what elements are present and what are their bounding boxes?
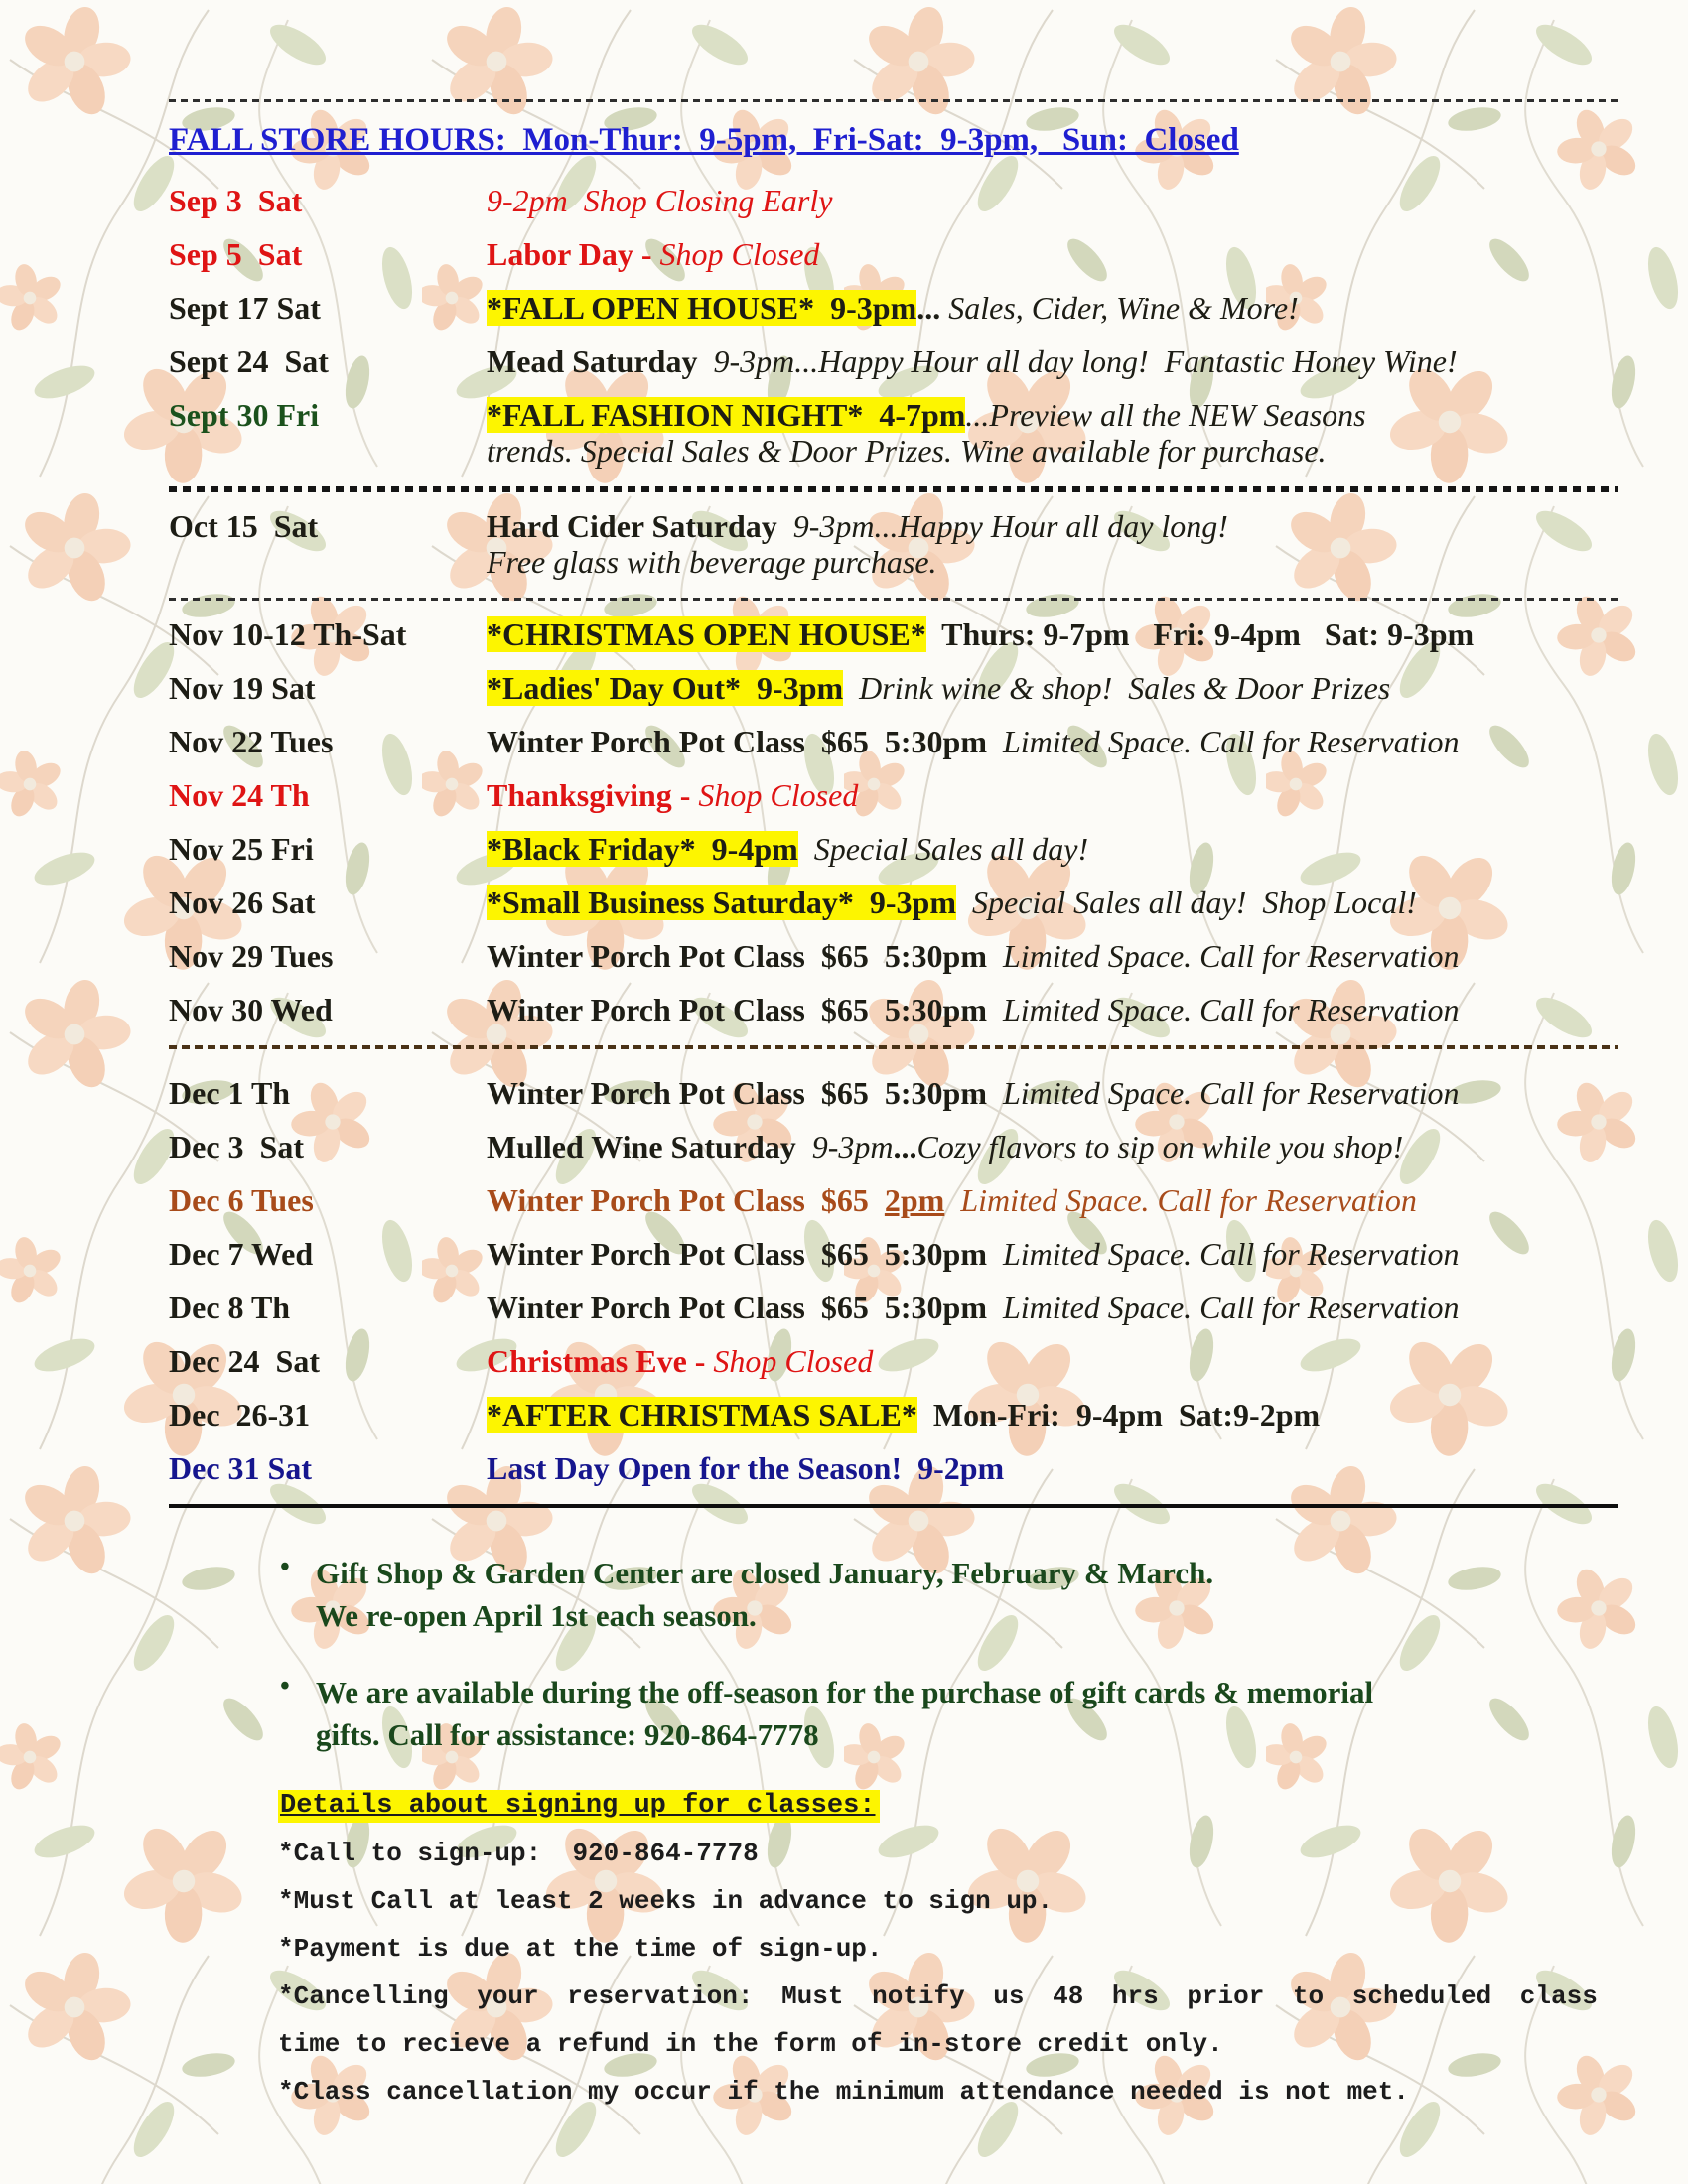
event-date: Dec 31 Sat <box>169 1450 312 1486</box>
event-description <box>487 616 1474 652</box>
event-text-segment: Winter Porch Pot Class $65 5:30pm <box>487 992 987 1027</box>
event-text-segment: ... <box>916 290 949 326</box>
event-text-segment: Limited Space. Call for Reservation <box>986 1236 1460 1272</box>
event-description <box>487 1236 1459 1272</box>
class-detail-line: *Payment is due at the time of sign-up. <box>278 1934 883 1964</box>
event-text-segment: *FALL FASHION NIGHT* 4-7pm <box>487 397 966 433</box>
schedule-row <box>169 1129 1618 1164</box>
event-description <box>487 992 1459 1027</box>
off-season-notes <box>280 1552 1618 1756</box>
store-hours-header: FALL STORE HOURS: Mon-Thur: 9-5pm, Fri-Sat: 9-3pm, Sun: Closed <box>169 122 1239 158</box>
bullet-marker: • <box>280 1552 290 1582</box>
event-description <box>487 938 1459 974</box>
bullet-item <box>280 1552 1618 1637</box>
dashed-divider <box>169 1045 1618 1049</box>
class-signup-details <box>278 1790 1618 2107</box>
schedule-row <box>169 670 1618 706</box>
schedule-row <box>169 290 1618 326</box>
event-text-segment: ... <box>893 1129 917 1164</box>
event-text-segment: Free glass with beverage purchase. <box>487 544 937 580</box>
event-text-segment: *Black Friday* 9-4pm <box>487 831 798 867</box>
event-date: Dec 8 Th <box>169 1290 291 1325</box>
event-text-segment: *Small Business Saturday* 9-3pm <box>487 885 956 920</box>
event-description <box>487 183 832 218</box>
event-text-segment: *FALL OPEN HOUSE* 9-3pm <box>487 290 917 326</box>
schedule-row <box>169 343 1618 379</box>
event-text-segment: Sales, Cider, Wine & More! <box>948 290 1299 326</box>
class-detail-line: *Cancelling your reservation: Must notify us 48 hrs prior to scheduled class <box>278 1981 1598 2011</box>
event-text-segment: Limited Space. Call for Reservation <box>986 992 1460 1027</box>
schedule-row <box>169 777 1618 813</box>
event-text-segment: Hard Cider Saturday <box>487 508 777 544</box>
event-date: Dec 3 Sat <box>169 1129 304 1164</box>
class-details-heading: Details about signing up for classes: <box>278 1790 880 1823</box>
event-date: Nov 24 Th <box>169 777 310 813</box>
event-text-segment: Limited Space. Call for Reservation <box>944 1182 1417 1218</box>
schedule-row <box>169 1182 1618 1218</box>
schedule-row <box>169 183 1618 218</box>
event-text-segment: Last Day Open for the Season! 9-2pm <box>487 1450 1005 1486</box>
bullet-text: We are available during the off-season for the purchase of gift cards & memorial gifts. Call for assistance: 920-864-7778 <box>316 1675 1374 1752</box>
event-date: Dec 24 Sat <box>169 1343 320 1379</box>
event-description <box>487 885 1417 920</box>
event-date: Dec 6 Tues <box>169 1182 314 1218</box>
schedule-row <box>169 1397 1618 1433</box>
event-text-segment: Labor Day - <box>487 236 660 272</box>
solid-divider <box>169 1504 1618 1508</box>
schedule-row <box>169 616 1618 652</box>
event-description <box>487 831 1088 867</box>
dashed-divider <box>169 99 1618 102</box>
event-description <box>487 1450 1004 1486</box>
event-text-segment: 9-3pm...Happy Hour all day long! Fantastic Honey Wine! <box>697 343 1458 379</box>
class-detail-line: *Call to sign-up: 920-864-7778 <box>278 1839 759 1868</box>
event-date: Nov 22 Tues <box>169 724 334 759</box>
event-description <box>487 1075 1459 1111</box>
event-text-segment: Shop Closed <box>698 777 859 813</box>
event-date: Nov 30 Wed <box>169 992 333 1027</box>
event-text-segment: 9-3pm <box>795 1129 894 1164</box>
event-date: Nov 26 Sat <box>169 885 316 920</box>
dashed-divider <box>169 598 1618 601</box>
event-text-segment: Winter Porch Pot Class $65 5:30pm <box>487 1290 987 1325</box>
event-description <box>487 397 1366 469</box>
event-description <box>487 724 1459 759</box>
event-text-segment: Mon-Fri: 9-4pm Sat:9-2pm <box>916 1397 1321 1433</box>
event-date: Sep 5 Sat <box>169 236 303 272</box>
event-text-segment: Winter Porch Pot Class $65 5:30pm <box>487 1075 987 1111</box>
event-date: Oct 15 Sat <box>169 508 319 544</box>
schedule-row <box>169 1290 1618 1325</box>
event-date: Sep 3 Sat <box>169 183 303 218</box>
schedule-row <box>169 1075 1618 1111</box>
event-text-segment: *Ladies' Day Out* 9-3pm <box>487 670 844 706</box>
event-text-segment: Drink wine & shop! Sales & Door Prizes <box>843 670 1391 706</box>
event-text-segment: *CHRISTMAS OPEN HOUSE* <box>487 616 926 652</box>
schedule-row <box>169 885 1618 920</box>
event-description <box>487 343 1458 379</box>
bullet-text: Gift Shop & Garden Center are closed January, February & March. We re-open April 1st each season. <box>316 1556 1214 1633</box>
event-text-segment: Winter Porch Pot Class $65 <box>487 1182 885 1218</box>
event-description <box>487 508 1228 580</box>
schedule-row <box>169 1343 1618 1379</box>
event-text-segment: Thanksgiving - <box>487 777 699 813</box>
schedule-row <box>169 1236 1618 1272</box>
event-text-segment: *AFTER CHRISTMAS SALE* <box>487 1397 917 1433</box>
schedule-row <box>169 397 1618 469</box>
event-text-segment: Special Sales all day! Shop Local! <box>955 885 1417 920</box>
event-text-segment: 2pm <box>884 1182 945 1218</box>
class-details-lines <box>278 1839 1618 2107</box>
event-description <box>487 1343 873 1379</box>
schedule-row <box>169 1450 1618 1486</box>
event-text-segment: Mead Saturday <box>487 343 698 379</box>
event-date: Nov 29 Tues <box>169 938 334 974</box>
event-text-segment: Limited Space. Call for Reservation <box>986 724 1460 759</box>
event-text-segment: ...Preview all the NEW Seasons <box>965 397 1366 433</box>
event-date: Dec 1 Th <box>169 1075 291 1111</box>
schedule-row <box>169 992 1618 1027</box>
schedule-row <box>169 508 1618 580</box>
event-description <box>487 1290 1459 1325</box>
dashed-divider <box>169 486 1618 492</box>
event-text-segment: Cozy flavors to sip on while you shop! <box>916 1129 1404 1164</box>
event-text-segment: Limited Space. Call for Reservation <box>986 1075 1460 1111</box>
event-text-segment: Winter Porch Pot Class $65 5:30pm <box>487 724 987 759</box>
event-text-segment: Winter Porch Pot Class $65 5:30pm <box>487 938 987 974</box>
event-text-segment: Winter Porch Pot Class $65 5:30pm <box>487 1236 987 1272</box>
event-date: Nov 10-12 Th-Sat <box>169 616 407 652</box>
event-date: Sept 30 Fri <box>169 397 320 433</box>
event-description <box>487 1182 1417 1218</box>
event-date: Nov 25 Fri <box>169 831 314 867</box>
event-text-segment: Special Sales all day! <box>797 831 1089 867</box>
event-description <box>487 1397 1320 1433</box>
event-date: Dec 26-31 <box>169 1397 311 1433</box>
schedule-row <box>169 724 1618 759</box>
class-detail-line: *Must Call at least 2 weeks in advance to sign up. <box>278 1886 1054 1916</box>
schedule <box>169 183 1618 1508</box>
event-description <box>487 1129 1403 1164</box>
event-text-segment: Shop Closed <box>659 236 820 272</box>
event-text-segment: 9-2pm Shop Closing Early <box>487 183 833 218</box>
flyer-content <box>169 0 1618 2124</box>
event-description <box>487 290 1299 326</box>
event-text-segment: Christmas Eve - <box>487 1343 714 1379</box>
event-date: Nov 19 Sat <box>169 670 316 706</box>
event-text-segment: Limited Space. Call for Reservation <box>986 1290 1460 1325</box>
bullet-marker: • <box>280 1671 290 1702</box>
event-date: Dec 7 Wed <box>169 1236 314 1272</box>
schedule-row <box>169 831 1618 867</box>
event-text-segment: Shop Closed <box>713 1343 874 1379</box>
event-date: Sept 17 Sat <box>169 290 321 326</box>
event-description <box>487 670 1390 706</box>
schedule-row <box>169 938 1618 974</box>
class-detail-line: time to recieve a refund in the form of in-store credit only. <box>278 2029 1223 2059</box>
event-text-segment: Mulled Wine Saturday <box>487 1129 796 1164</box>
event-date: Sept 24 Sat <box>169 343 329 379</box>
schedule-row <box>169 236 1618 272</box>
event-text-segment: Thurs: 9-7pm Fri: 9-4pm Sat: 9-3pm <box>925 616 1475 652</box>
event-text-segment: 9-3pm...Happy Hour all day long! <box>776 508 1228 544</box>
class-detail-line: *Class cancellation my occur if the minimum attendance needed is not met. <box>278 2077 1409 2107</box>
event-text-segment: Limited Space. Call for Reservation <box>986 938 1460 974</box>
event-description <box>487 777 858 813</box>
event-description <box>487 236 819 272</box>
bullet-item <box>280 1671 1618 1756</box>
event-text-segment: trends. Special Sales & Door Prizes. Wine available for purchase. <box>487 433 1327 469</box>
